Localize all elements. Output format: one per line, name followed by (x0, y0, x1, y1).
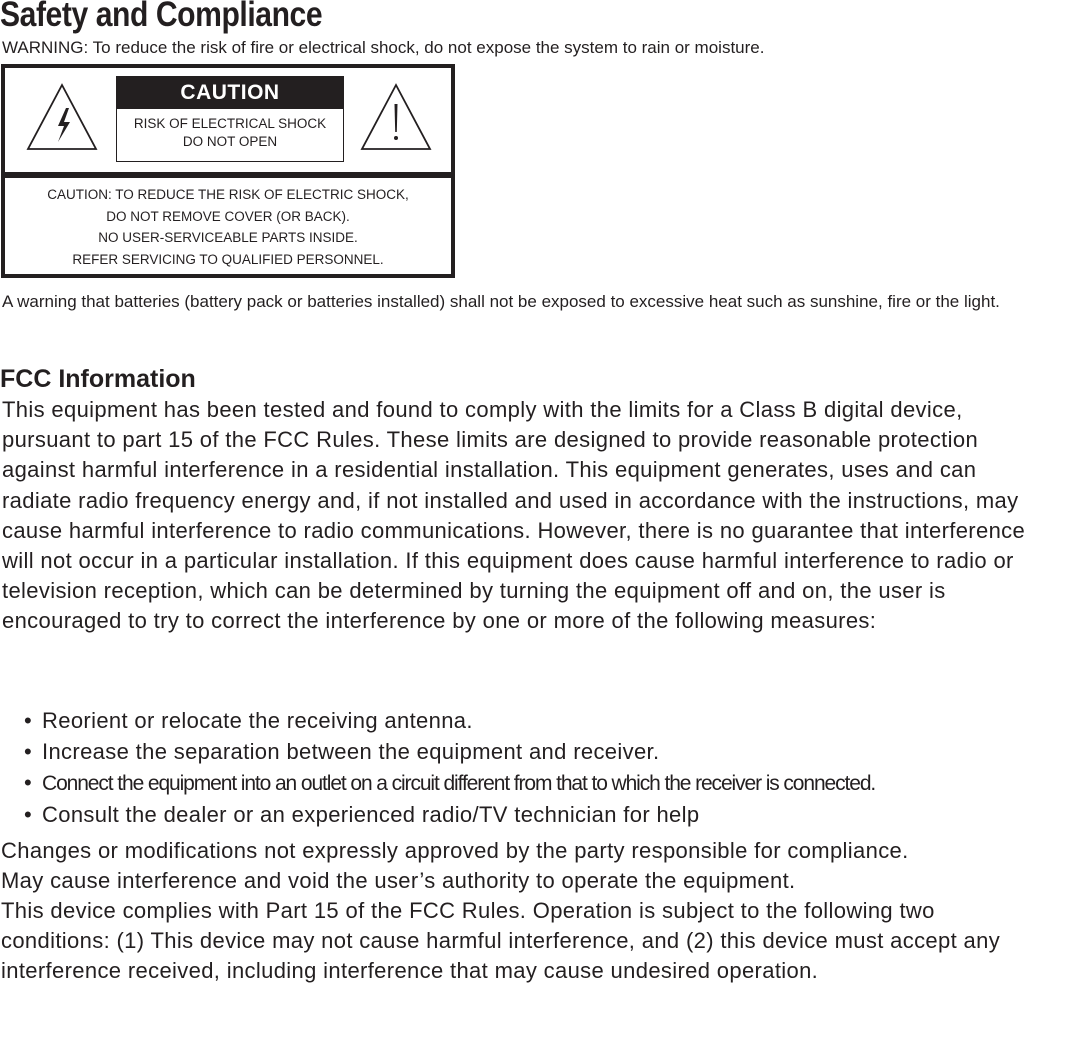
list-item-text: Increase the separation between the equipment and receiver. (42, 739, 660, 764)
fcc-closing (1, 836, 1041, 986)
bullet: • (24, 739, 33, 764)
bullet: • (24, 802, 33, 827)
page-title: Safety and Compliance (0, 0, 323, 34)
list-item-text: Reorient or relocate the receiving antenna. (42, 708, 473, 733)
caution-sub-line-1: RISK OF ELECTRICAL SHOCK (133, 116, 327, 131)
fcc-heading: FCC Information (0, 365, 196, 393)
list-item (0, 799, 875, 830)
battery-warning: A warning that batteries (battery pack or batteries installed) shall not be exposed to excessive heat such as sunshine, fire or the light. (2, 292, 1000, 311)
caution-bottom-line: REFER SERVICING TO QUALIFIED PERSONNEL. (72, 251, 384, 267)
caution-bottom-line: DO NOT REMOVE COVER (OR BACK). (106, 208, 350, 224)
bullet: • (24, 770, 33, 795)
closing-paragraph: May cause interference and void the user’s authority to operate the equipment. (1, 868, 796, 893)
fcc-body: This equipment has been tested and found to comply with the limits for a Class B digital device, pursuant to part 15 of the FCC Rules. These limits are designed to provide reasonable protection against harmful interference in a residential installation. This equipment generates, uses and can radiate radio frequency energy and, if not installed and used in accordance with the instructions, may cause harmful interference to radio communications. However, there is no guarantee that interference will not occur in a particular installation. If this equipment does cause harmful interference to radio or television reception, which can be determined by turning the equipment off and on, the user is encouraged to try to correct the interference by one or more of the following measures: (2, 397, 1026, 634)
warning-text: WARNING: To reduce the risk of fire or electrical shock, do not expose the system to rain or moisture. (2, 38, 765, 57)
caution-label (1, 64, 455, 278)
caution-label-bottom (5, 178, 451, 274)
fcc-measures-list (0, 705, 875, 830)
list-item (0, 767, 875, 799)
caution-label-top (5, 68, 451, 172)
list-item-text: Connect the equipment into an outlet on a circuit different from that to which the receiver is connected. (42, 772, 876, 795)
closing-paragraph: This device complies with Part 15 of the FCC Rules. Operation is subject to the following two conditions: (1) This device may not cause harmful interference, and (2) this device must accept any interference received, including interference that may cause undesired operation. (1, 898, 1001, 983)
exclamation-warning-icon (359, 82, 433, 152)
lightning-warning-icon (25, 82, 99, 152)
caution-header: CAUTION (117, 77, 343, 109)
list-item-text: Consult the dealer or an experienced radio/TV technician for help (42, 802, 700, 827)
caution-bottom-line: NO USER-SERVICEABLE PARTS INSIDE. (98, 230, 358, 245)
caution-sub-line-2: DO NOT OPEN (182, 134, 278, 149)
caution-badge (116, 76, 344, 162)
bullet: • (24, 708, 33, 733)
closing-paragraph: Changes or modifications not expressly approved by the party responsible for compliance. (1, 838, 909, 863)
list-item (0, 736, 875, 767)
list-item (0, 705, 875, 736)
caution-bottom-line: CAUTION: TO REDUCE THE RISK OF ELECTRIC SHOCK, (47, 187, 409, 202)
